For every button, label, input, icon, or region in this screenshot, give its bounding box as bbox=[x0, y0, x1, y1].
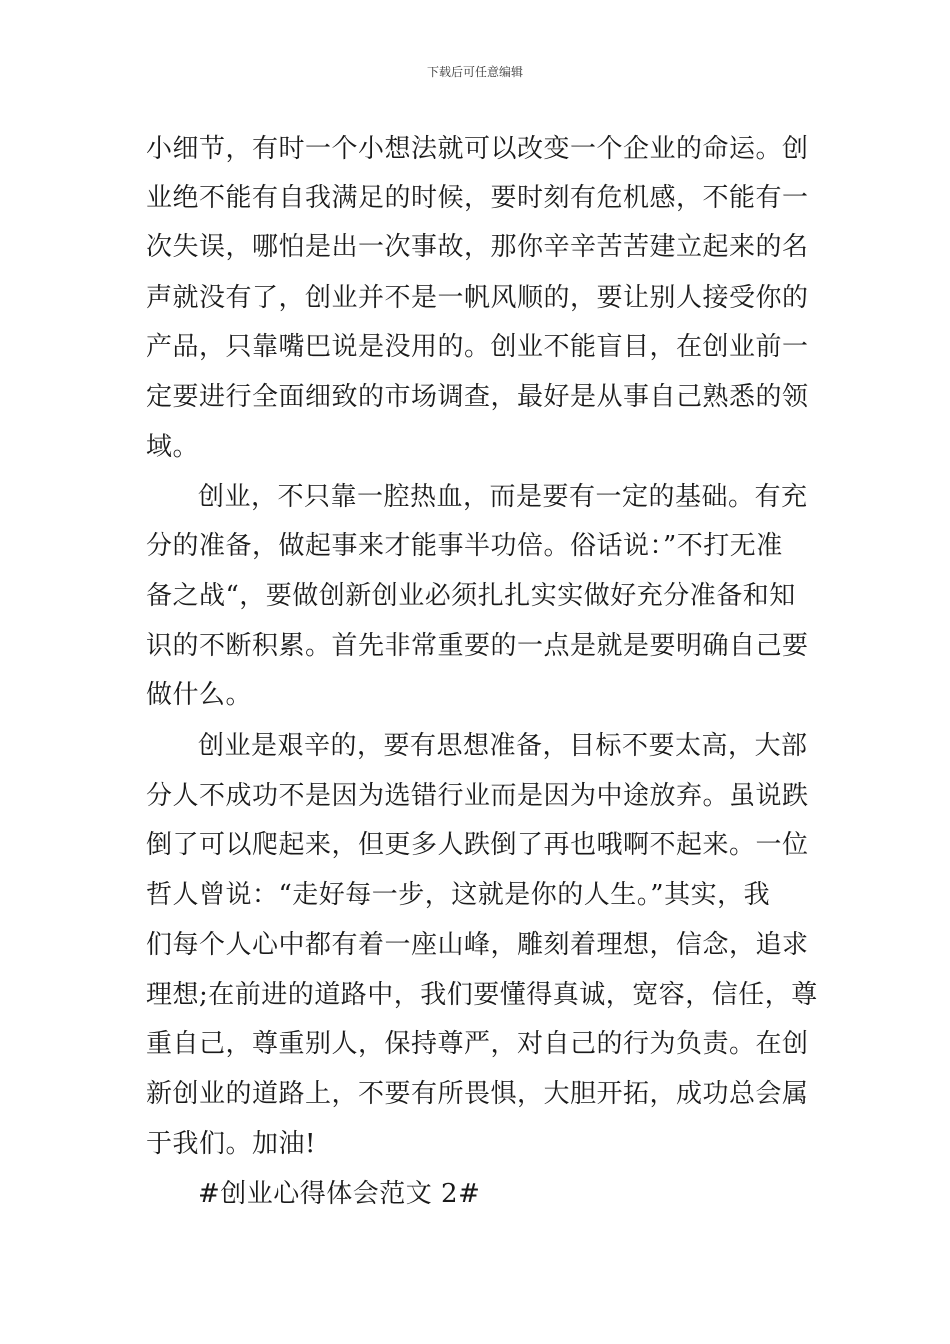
text-line: 声就没有了，创业并不是一帆风顺的，要让别人接受你的 bbox=[146, 283, 809, 313]
text-line: 定要进行全面细致的市场调查，最好是从事自己熟悉的领 bbox=[146, 382, 809, 412]
text-line: 理想;在前进的道路中，我们要懂得真诚，宽容，信任，尊 bbox=[146, 980, 818, 1010]
text-line: 备之战“，要做创新创业必须扎扎实实做好充分准备和知 bbox=[146, 581, 796, 611]
text-line: 重自己，尊重别人，保持尊严，对自己的行为负责。在创 bbox=[146, 1029, 809, 1059]
text-line: 识的不断积累。首先非常重要的一点是就是要明确自己要 bbox=[146, 631, 809, 661]
text-line: 倒了可以爬起来，但更多人跌倒了再也哦啊不起来。一位 bbox=[146, 830, 809, 860]
text-line: 域。 bbox=[146, 432, 200, 462]
text-line: 次失误，哪怕是出一次事故，那你辛辛苦苦建立起来的名 bbox=[146, 232, 809, 262]
paragraph-first-line: 创业，不只靠一腔热血，而是要有一定的基础。有充 bbox=[198, 482, 808, 512]
text-line: 业绝不能有自我满足的时候，要时刻有危机感，不能有一 bbox=[146, 183, 809, 213]
text-line: 们每个人心中都有着一座山峰，雕刻着理想，信念，追求 bbox=[146, 930, 809, 960]
text-line: 分人不成功不是因为选错行业而是因为中途放弃。虽说跌 bbox=[146, 781, 809, 811]
page-header: 下载后可任意编辑 bbox=[426, 65, 523, 79]
text-line: 于我们。加油! bbox=[146, 1129, 316, 1159]
paragraph-first-line: 创业是艰辛的，要有思想准备，目标不要太高，大部 bbox=[198, 731, 808, 761]
text-line: 做什么。 bbox=[146, 680, 253, 710]
text-line: 小细节，有时一个小想法就可以改变一个企业的命运。创 bbox=[146, 134, 809, 164]
text-line: 新创业的道路上，不要有所畏惧，大胆开拓，成功总会属 bbox=[146, 1079, 809, 1109]
section-heading: #创业心得体会范文 2# bbox=[198, 1179, 481, 1209]
text-line: 分的准备，做起事来才能事半功倍。俗话说：”不打无准 bbox=[146, 531, 783, 561]
text-line: 哲人曾说：“走好每一步，这就是你的人生。”其实，我 bbox=[146, 880, 771, 910]
text-line: 产品，只靠嘴巴说是没用的。创业不能盲目，在创业前一 bbox=[146, 332, 809, 362]
